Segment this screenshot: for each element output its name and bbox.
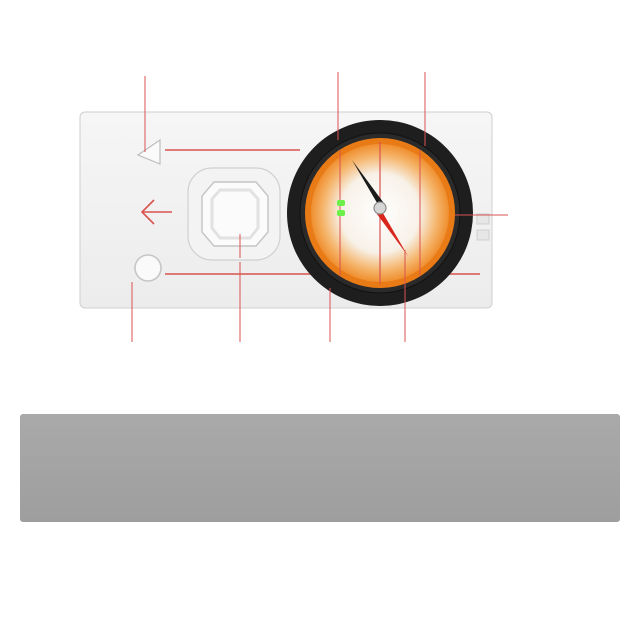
compass-housing: [287, 120, 473, 306]
product-banner: [20, 414, 620, 522]
plate-slot: [477, 230, 489, 240]
drawing-circle: [135, 255, 161, 281]
fluorescent-marker: [337, 210, 345, 216]
needle-pivot: [374, 202, 386, 214]
fluorescent-marker: [337, 200, 345, 206]
